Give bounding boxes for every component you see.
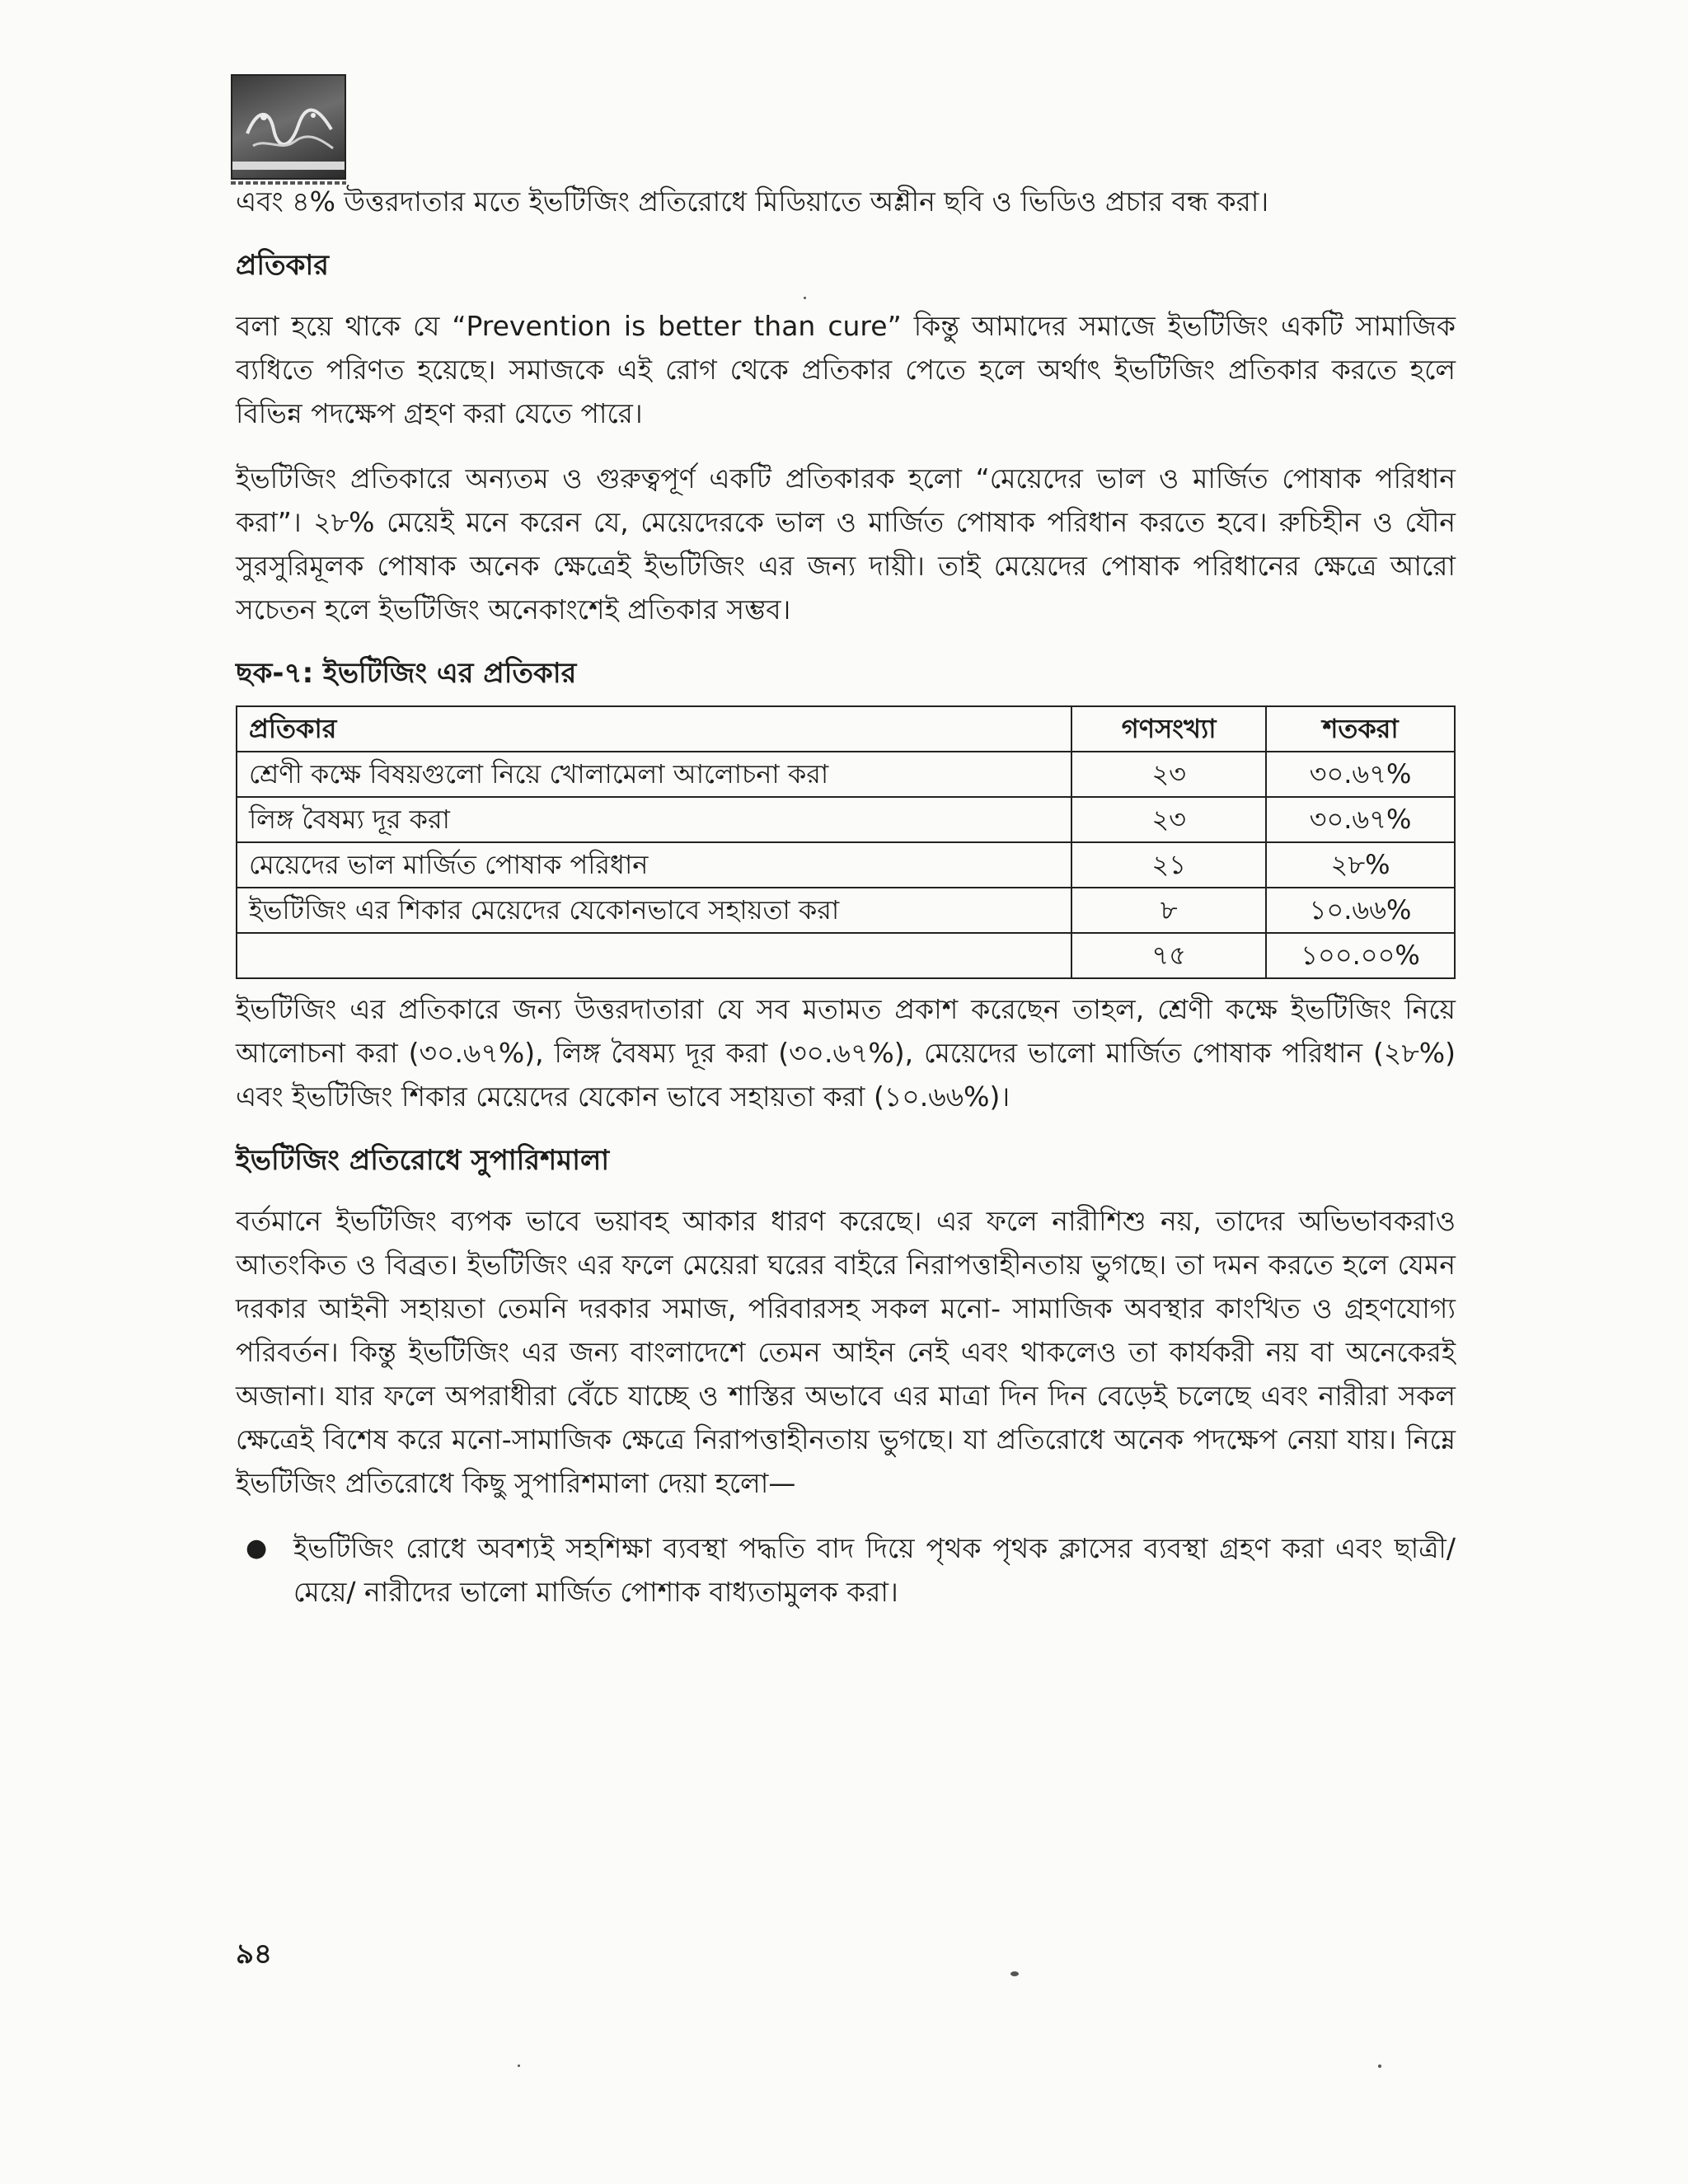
cell-frequency: ৮ <box>1071 888 1266 933</box>
page-number: ৯৪ <box>236 1938 273 1971</box>
header-frequency: গণসংখ্যা <box>1071 706 1266 752</box>
recommendations-list <box>236 1526 1456 1614</box>
cell-remedy: ইভটিজিং এর শিকার মেয়েদের যেকোনভাবে সহায়তা করা <box>237 888 1071 933</box>
table-row <box>237 752 1455 797</box>
table-header-row <box>237 706 1455 752</box>
header-remedy: প্রতিকার <box>237 706 1071 752</box>
cell-frequency-total: ৭৫ <box>1071 933 1266 978</box>
cell-frequency: ২১ <box>1071 842 1266 888</box>
intro-paragraph: এবং ৪% উত্তরদাতার মতে ইভটিজিং প্রতিরোধে মিডিয়াতে অশ্লীন ছবি ও ভিডিও প্রচার বন্ধ করা। <box>236 185 1269 218</box>
remedy-table <box>236 705 1456 979</box>
remedy-paragraph-1: বলা হয়ে থাকে যে “Prevention is better than cure” কিন্তু আমাদের সমাজে ইভটিজিং একটি সামাজিক ব্যধিতে পরিণত হয়েছে। সমাজকে এই রোগ থেকে প্রতিকার পেতে হলে অর্থাৎ ইভটিজিং প্রতিকার করতে হলে বিভিন্ন পদক্ষেপ গ্রহণ করা যেতে পারে। <box>236 310 1456 429</box>
table-caption: ছক-৭: ইভটিজিং এর প্রতিকার <box>236 657 577 690</box>
publisher-logo <box>231 74 346 180</box>
table-row <box>237 888 1455 933</box>
cell-percentage: ২৮% <box>1266 842 1455 888</box>
cell-frequency: ২৩ <box>1071 752 1266 797</box>
scan-speck <box>518 2064 520 2067</box>
page-content <box>236 180 1456 1614</box>
table-summary-paragraph: ইভটিজিং এর প্রতিকারে জন্য উত্তরদাতারা যে সব মতামত প্রকাশ করেছেন তাহল, শ্রেণী কক্ষে ইভটিজিং নিয়ে আলোচনা করা (৩০.৬৭%), লিঙ্গ বৈষম্য দূর করা (৩০.৬৭%), মেয়েদের ভালো মার্জিত পোষাক পরিধান (২৮%) এবং ইভটিজিং শিকার মেয়েদের যেকোন ভাবে সহায়তা করা (১০.৬৬%)। <box>236 993 1456 1113</box>
cell-remedy: মেয়েদের ভাল মার্জিত পোষাক পরিধান <box>237 842 1071 888</box>
scan-speck <box>1010 1971 1019 1976</box>
list-item <box>246 1526 1456 1614</box>
scan-speck <box>804 297 806 299</box>
cell-percentage-total: ১০০.০০% <box>1266 933 1455 978</box>
cell-percentage: ১০.৬৬% <box>1266 888 1455 933</box>
logo-band <box>232 162 345 170</box>
logo-script-mark <box>241 101 340 158</box>
cell-remedy-empty <box>237 933 1071 978</box>
cell-frequency: ২৩ <box>1071 797 1266 842</box>
cell-percentage: ৩০.৬৭% <box>1266 797 1455 842</box>
cell-remedy: লিঙ্গ বৈষম্য দূর করা <box>237 797 1071 842</box>
table-row <box>237 842 1455 888</box>
recommendations-paragraph: বর্তমানে ইভটিজিং ব্যপক ভাবে ভয়াবহ আকার ধারণ করেছে। এর ফলে নারীশিশু নয়, তাদের অভিভাবকরাও আতংকিত ও বিব্রত। ইভটিজিং এর ফলে মেয়েরা ঘরের বাইরে নিরাপত্তাহীনতায় ভুগছে। তা দমন করতে হলে যেমন দরকার আইনী সহায়তা তেমনি দরকার সমাজ, পরিবারসহ সকল মনো- সামাজিক অবস্থার কাংখিত ও গ্রহণযোগ্য পরিবর্তন। কিন্তু ইভটিজিং এর জন্য বাংলাদেশে তেমন আইন নেই এবং থাকলেও তা কার্যকরী নয় বা অনেকেরই অজানা। যার ফলে অপরাধীরা বেঁচে যাচ্ছে ও শাস্তির অভাবে এর মাত্রা দিন দিন বেড়েই চলেছে এবং নারীরা সকল ক্ষেত্রেই বিশেষ করে মনো-সামাজিক ক্ষেত্রে নিরাপত্তাহীনতায় ভুগছে। যা প্রতিরোধে অনেক পদক্ষেপ নেয়া যায়। নিম্নে ইভটিজিং প্রতিরোধে কিছু সুপারিশমালা দেয়া হলো— <box>236 1205 1456 1499</box>
scan-speck <box>1378 2064 1381 2068</box>
list-item-text: ইভটিজিং রোধে অবশ্যই সহশিক্ষা ব্যবস্থা পদ্ধতি বাদ দিয়ে পৃথক পৃথক ক্লাসের ব্যবস্থা গ্রহণ করা এবং ছাত্রী/মেয়ে/ নারীদের ভালো মার্জিত পোশাক বাধ্যতামুলক করা। <box>293 1532 1456 1608</box>
bullet-icon: ● <box>246 1534 268 1563</box>
header-percentage: শতকরা <box>1266 706 1455 752</box>
remedy-heading: প্রতিকার <box>236 249 329 282</box>
remedy-paragraph-2: ইভটিজিং প্রতিকারে অন্যতম ও গুরুত্বপূর্ণ একটি প্রতিকারক হলো “মেয়েদের ভাল ও মার্জিত পোষাক পরিধান করা”। ২৮% মেয়েই মনে করেন যে, মেয়েদেরকে ভাল ও মার্জিত পোষাক পরিধান করতে হবে। রুচিহীন ও যৌন সুরসুরিমূলক পোষাক অনেক ক্ষেত্রেই ইভটিজিং এর জন্য দায়ী। তাই মেয়েদের পোষাক পরিধানের ক্ষেত্রে আরো সচেতন হলে ইভটিজিং অনেকাংশেই প্রতিকার সম্ভব। <box>236 462 1456 626</box>
table-total-row <box>237 933 1455 978</box>
cell-remedy: শ্রেণী কক্ষে বিষয়গুলো নিয়ে খোলামেলা আলোচনা করা <box>237 752 1071 797</box>
table-row <box>237 797 1455 842</box>
recommendations-heading: ইভটিজিং প্রতিরোধে সুপারিশমালা <box>236 1144 610 1177</box>
cell-percentage: ৩০.৬৭% <box>1266 752 1455 797</box>
